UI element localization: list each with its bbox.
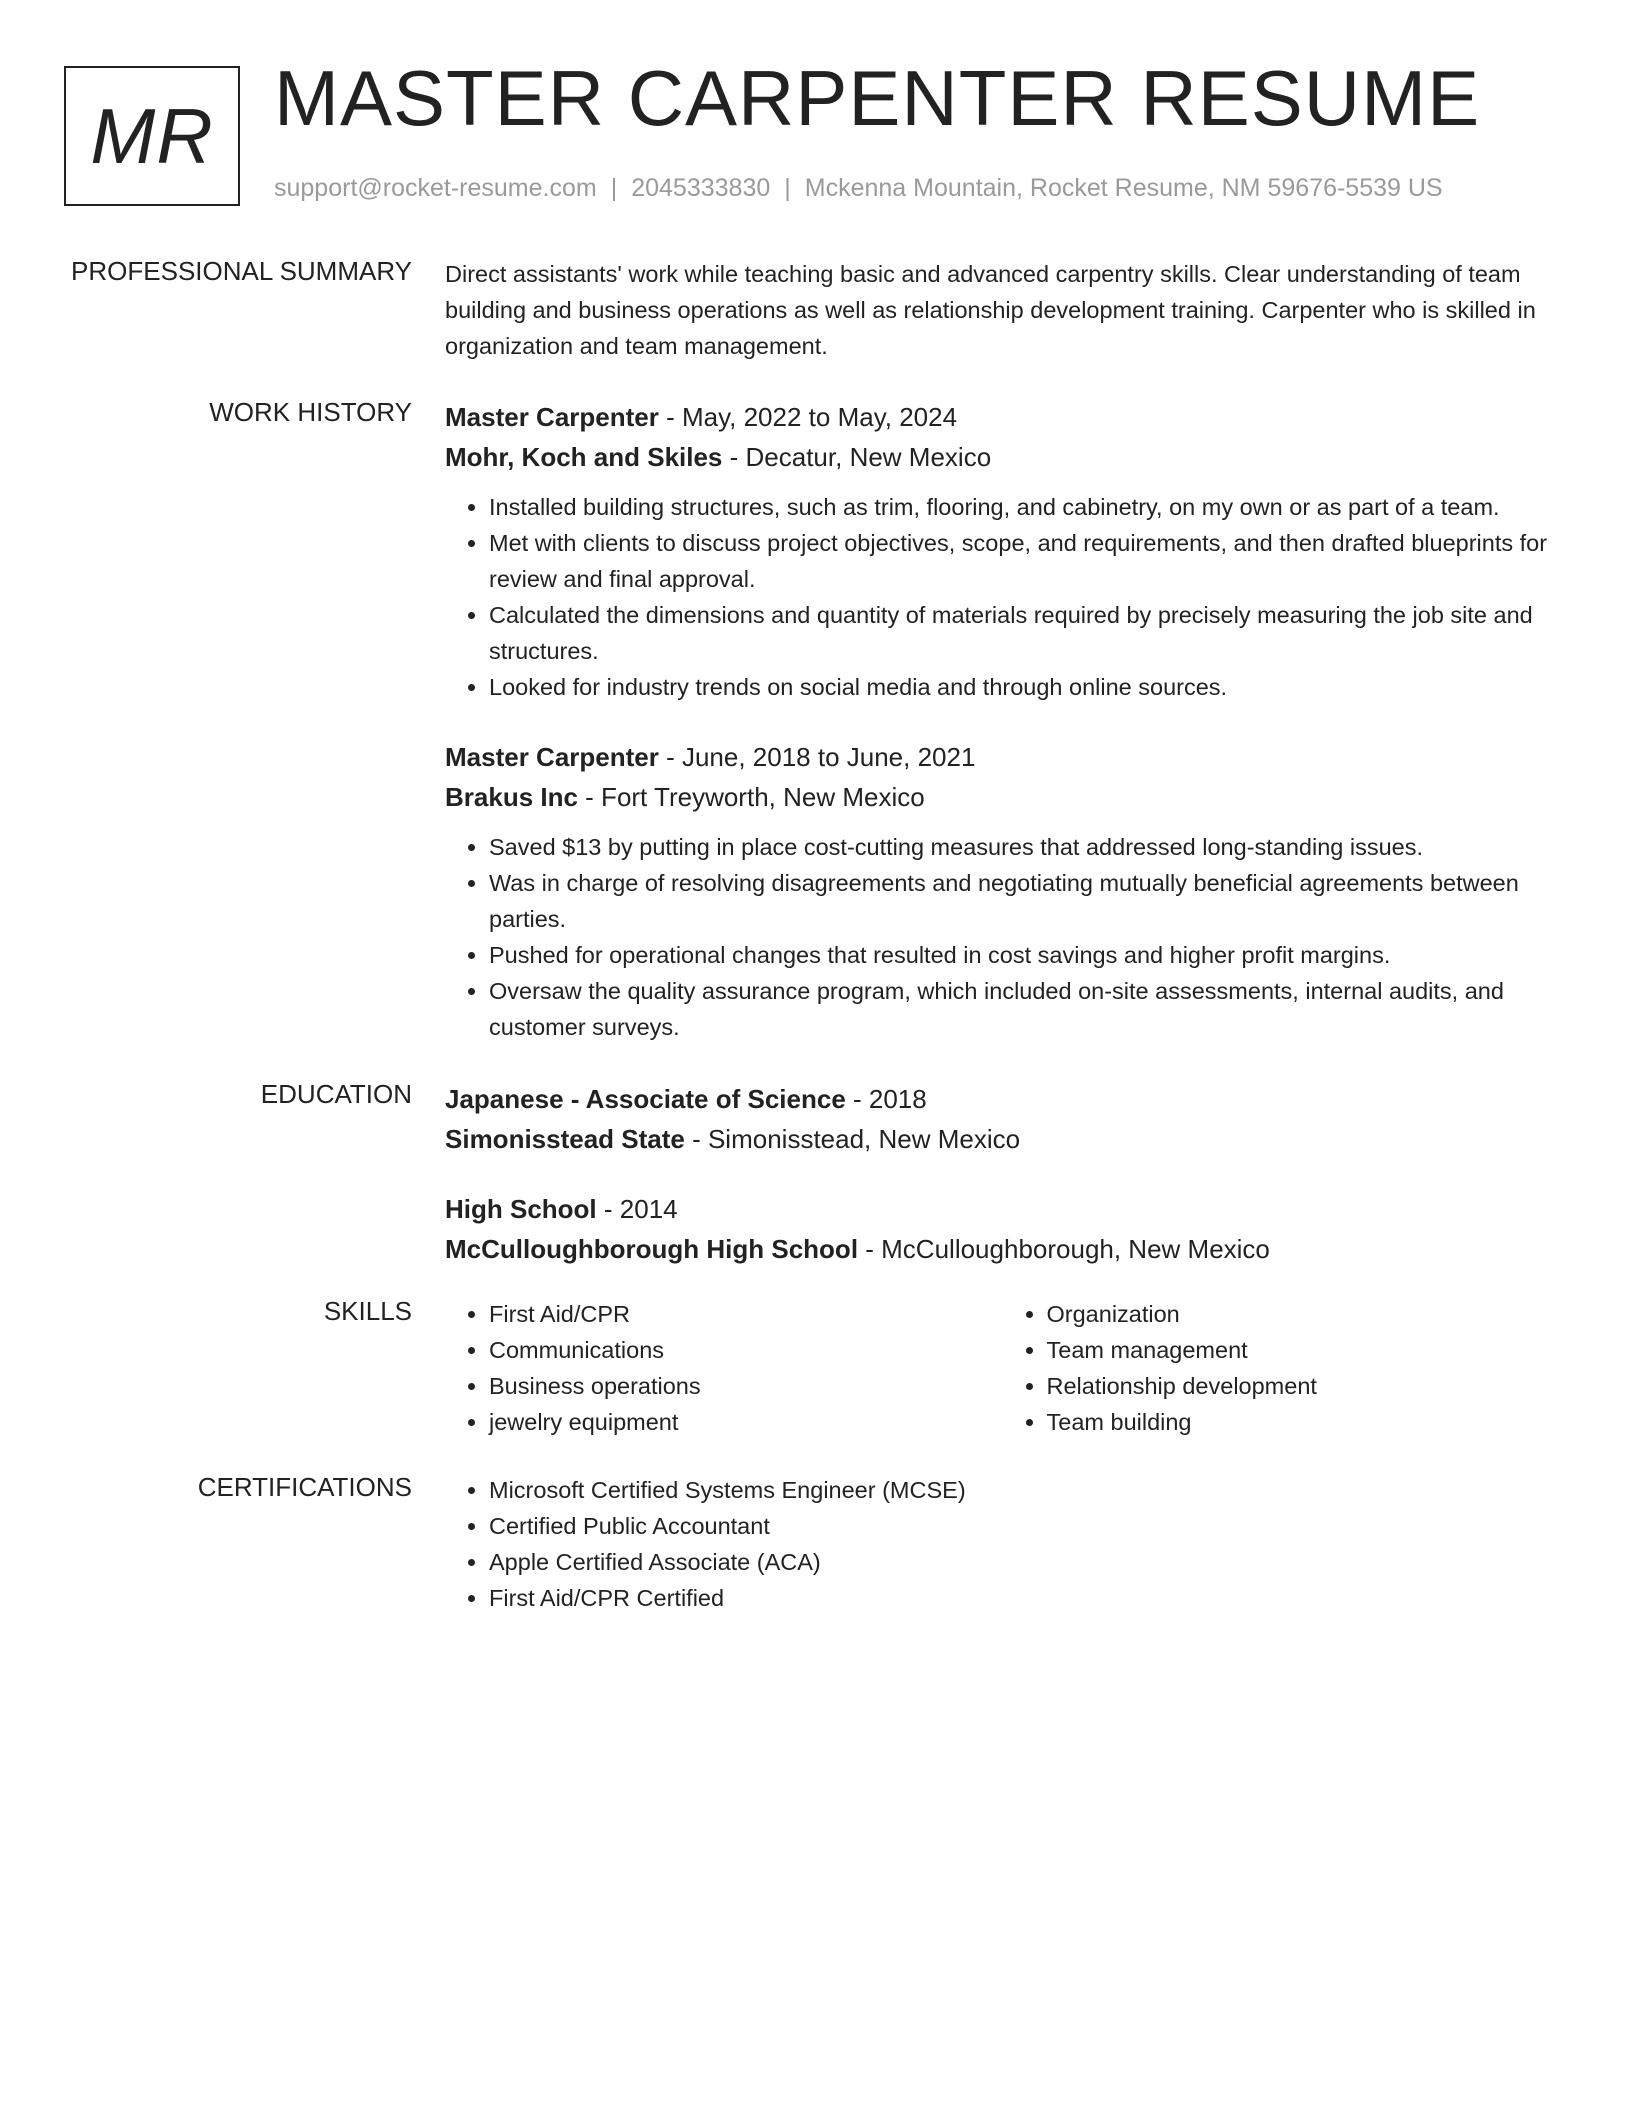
monogram: MR (64, 66, 240, 206)
job-title: Master Carpenter (445, 742, 659, 772)
education-label: EDUCATION (260, 1079, 412, 1109)
certifications-label: CERTIFICATIONS (197, 1472, 412, 1502)
certifications-items (445, 1472, 1560, 1616)
resume-title: MASTER CARPENTER RESUME (274, 54, 1481, 142)
contact-email[interactable]: support@rocket-resume.com (274, 174, 597, 202)
skill-item: • Team building (1047, 1404, 1561, 1440)
job-entry (445, 737, 1560, 1045)
job-dates: - June, 2018 to June, 2021 (658, 742, 976, 772)
job-dates: - May, 2022 to May, 2024 (658, 402, 958, 432)
contact-separator: | (784, 174, 791, 202)
summary-text: Direct assistants' work while teaching basic and advanced carpentry skills. Clear understanding of team building and business operations as well as relationship development training. Carpenter who is skilled in organization and team management. (445, 261, 1536, 359)
contact-line (274, 174, 1443, 203)
education-entry (445, 1079, 1560, 1159)
school-location: - Simonisstead, New Mexico (684, 1124, 1021, 1154)
job-location: - Fort Treyworth, New Mexico (577, 782, 925, 812)
contact-phone[interactable]: 2045333830 (631, 174, 771, 202)
degree-line (445, 1079, 1560, 1119)
job-bullet: • Looked for industry trends on social media and through online sources. (489, 669, 1560, 705)
school-line (445, 1229, 1560, 1269)
job-company-line (445, 437, 1560, 477)
degree-year: - 2014 (596, 1194, 678, 1224)
job-bullet: • Pushed for operational changes that resulted in cost savings and higher profit margins. (489, 937, 1560, 973)
skill-item: • Business operations (489, 1368, 1003, 1404)
degree: High School (445, 1194, 597, 1224)
skill-item: • Organization (1047, 1296, 1561, 1332)
school-location: - McCulloughborough, New Mexico (858, 1234, 1270, 1264)
school-line (445, 1119, 1560, 1159)
certification-item: • Apple Certified Associate (ACA) (489, 1544, 1560, 1580)
skill-item: • First Aid/CPR (489, 1296, 1003, 1332)
skills-label: SKILLS (323, 1296, 412, 1326)
job-company: Mohr, Koch and Skiles (445, 442, 723, 472)
job-bullets (445, 489, 1560, 705)
summary-content (445, 256, 1560, 364)
job-title: Master Carpenter (445, 402, 659, 432)
job-bullet: • Saved $13 by putting in place cost-cutting measures that addressed long-standing issues. (489, 829, 1560, 865)
contact-address: Mckenna Mountain, Rocket Resume, NM 59676-5539 US (804, 174, 1443, 202)
job-bullet: • Was in charge of resolving disagreements and negotiating mutually beneficial agreements between parties. (489, 865, 1560, 937)
job-location: - Decatur, New Mexico (722, 442, 992, 472)
certification-item: • Certified Public Accountant (489, 1508, 1560, 1544)
skill-item: • Relationship development (1047, 1368, 1561, 1404)
degree-year: - 2018 (845, 1084, 927, 1114)
degree-line (445, 1189, 1560, 1229)
work-label: WORK HISTORY (209, 397, 412, 427)
contact-separator: | (610, 174, 618, 202)
job-bullet: • Calculated the dimensions and quantity of materials required by precisely measuring the job site and structures. (489, 597, 1560, 669)
job-bullet: • Met with clients to discuss project objectives, scope, and requirements, and then drafted blueprints for review and final approval. (489, 525, 1560, 597)
education-entry (445, 1189, 1560, 1269)
school: Simonisstead State (445, 1124, 685, 1154)
skills-column (445, 1296, 1003, 1440)
job-bullet: • Installed building structures, such as trim, flooring, and cabinetry, on my own or as part of a team. (489, 489, 1560, 525)
job-entry (445, 397, 1560, 705)
skill-item: • Team management (1047, 1332, 1561, 1368)
certification-item: • First Aid/CPR Certified (489, 1580, 1560, 1616)
skill-item: • jewelry equipment (489, 1404, 1003, 1440)
skills-list (445, 1296, 1560, 1440)
certifications-list (445, 1472, 1560, 1616)
job-company: Brakus Inc (445, 782, 578, 812)
skills-column (1003, 1296, 1561, 1440)
job-bullet: • Oversaw the quality assurance program, which included on-site assessments, internal audits, and customer surveys. (489, 973, 1560, 1045)
certification-item: • Microsoft Certified Systems Engineer (MCSE) (489, 1472, 1560, 1508)
job-bullets (445, 829, 1560, 1045)
school: McCulloughborough High School (445, 1234, 859, 1264)
summary-label: PROFESSIONAL SUMMARY (71, 256, 412, 286)
job-title-line (445, 737, 1560, 777)
degree: Japanese - Associate of Science (445, 1084, 846, 1114)
skill-item: • Communications (489, 1332, 1003, 1368)
job-company-line (445, 777, 1560, 817)
job-title-line (445, 397, 1560, 437)
